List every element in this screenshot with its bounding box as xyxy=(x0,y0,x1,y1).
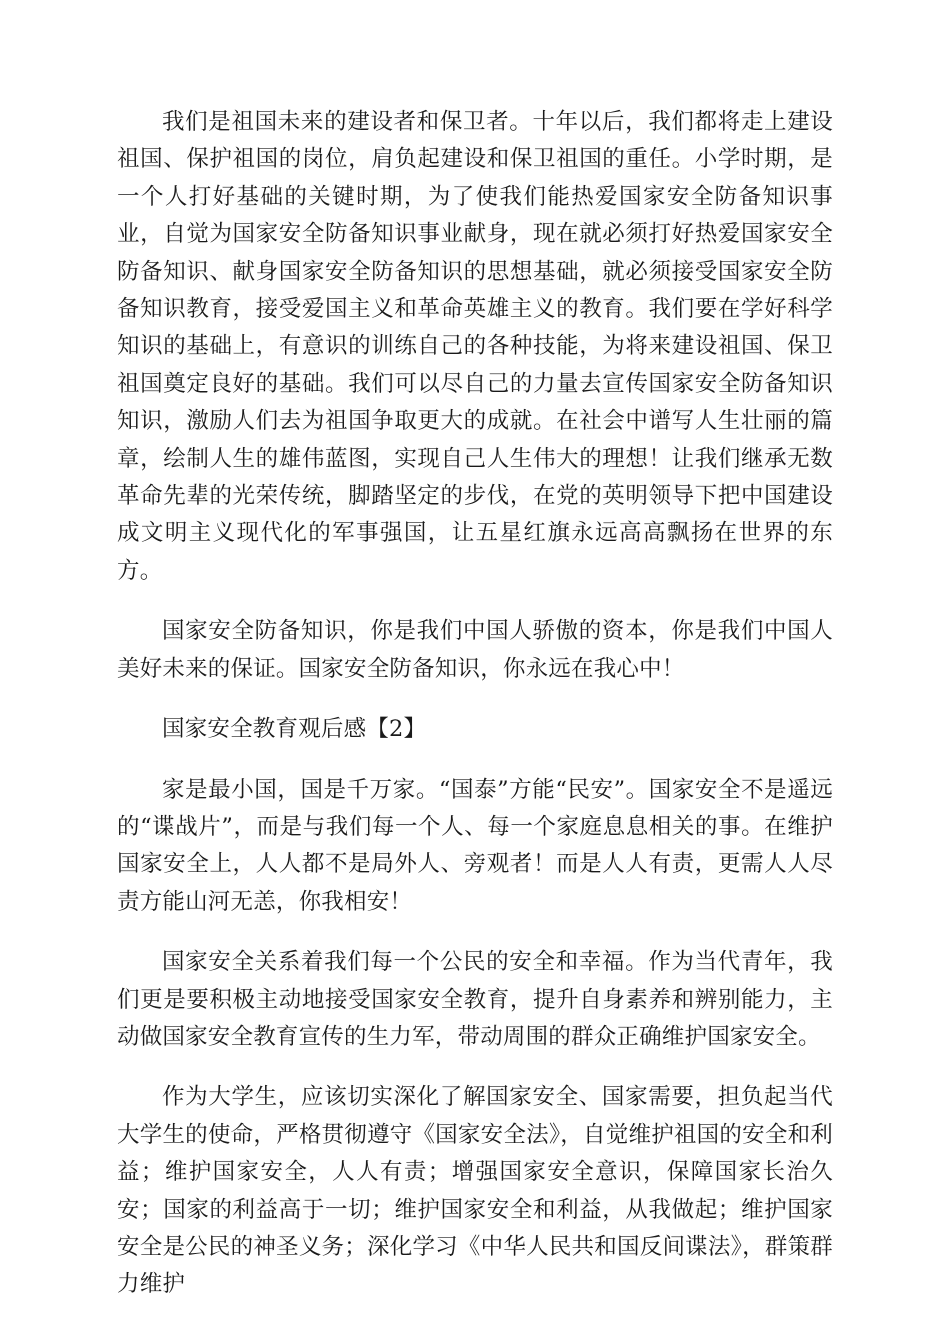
paragraph-future-builders: 我们是祖国未来的建设者和保卫者。十年以后，我们都将走上建设祖国、保护祖国的岗位，肩负起建设和保卫祖国的重任。小学时期，是一个人打好基础的关键时期，为了使我们能热爱国家安全防备知识事业，自觉为国家安全防备知识事业献身，现在就必须打好热爱国家安全防备知识、献身国家安全防备知识的思想基础，就必须接受国家安全防备知识教育，接受爱国主义和革命英雄主义的教育。我们要在学好科学知识的基础上，有意识的训练自己的各种技能，为将来建设祖国、保卫祖国奠定良好的基础。我们可以尽自己的力量去宣传国家安全防备知识知识，激励人们去为祖国争取更大的成就。在社会中谱写人生壮丽的篇章，绘制人生的雄伟蓝图，实现自己人生伟大的理想！让我们继承无数革命先辈的光荣传统，脚踏坚定的步伐，在党的英明领导下把中国建设成文明主义现代化的军事强国，让五星红旗永远高高飘扬在世界的东方。 xyxy=(117,109,833,584)
paragraph-university-students: 作为大学生，应该切实深化了解国家安全、国家需要，担负起当代大学生的使命，严格贯彻遵守《国家安全法》，自觉维护祖国的安全和利益；维护国家安全，人人有责；增强国家安全意识，保障国家长治久安；国家的利益高于一切；维护国家安全和利益，从我做起；维护国家安全是公民的神圣义务；深化学习《中华人民共和国反间谍法》，群策群力维护 xyxy=(117,1084,833,1298)
paragraph-national-security-pride: 国家安全防备知识，你是我们中国人骄傲的资本，你是我们中国人美好未来的保证。国家安全防备知识，你永远在我心中！ xyxy=(117,618,833,682)
document-body xyxy=(117,104,833,1327)
paragraph-citizen-safety: 国家安全关系着我们每一个公民的安全和幸福。作为当代青年，我们更是要积极主动地接受国家安全教育，提升自身素养和辨别能力，主动做国家安全教育宣传的生力军，带动周围的群众正确维护国家安全。 xyxy=(117,949,833,1050)
section-heading: 国家安全教育观后感【2】 xyxy=(162,716,427,743)
paragraph-home-and-country: 家是最小国，国是千万家。“国泰”方能“民安”。国家安全不是遥远的“谍战片”，而是与我们每一个人、每一个家庭息息相关的事。在维护国家安全上，人人都不是局外人、旁观者！而是人人有责，更需人人尽责方能山河无恙，你我相安！ xyxy=(117,776,833,915)
